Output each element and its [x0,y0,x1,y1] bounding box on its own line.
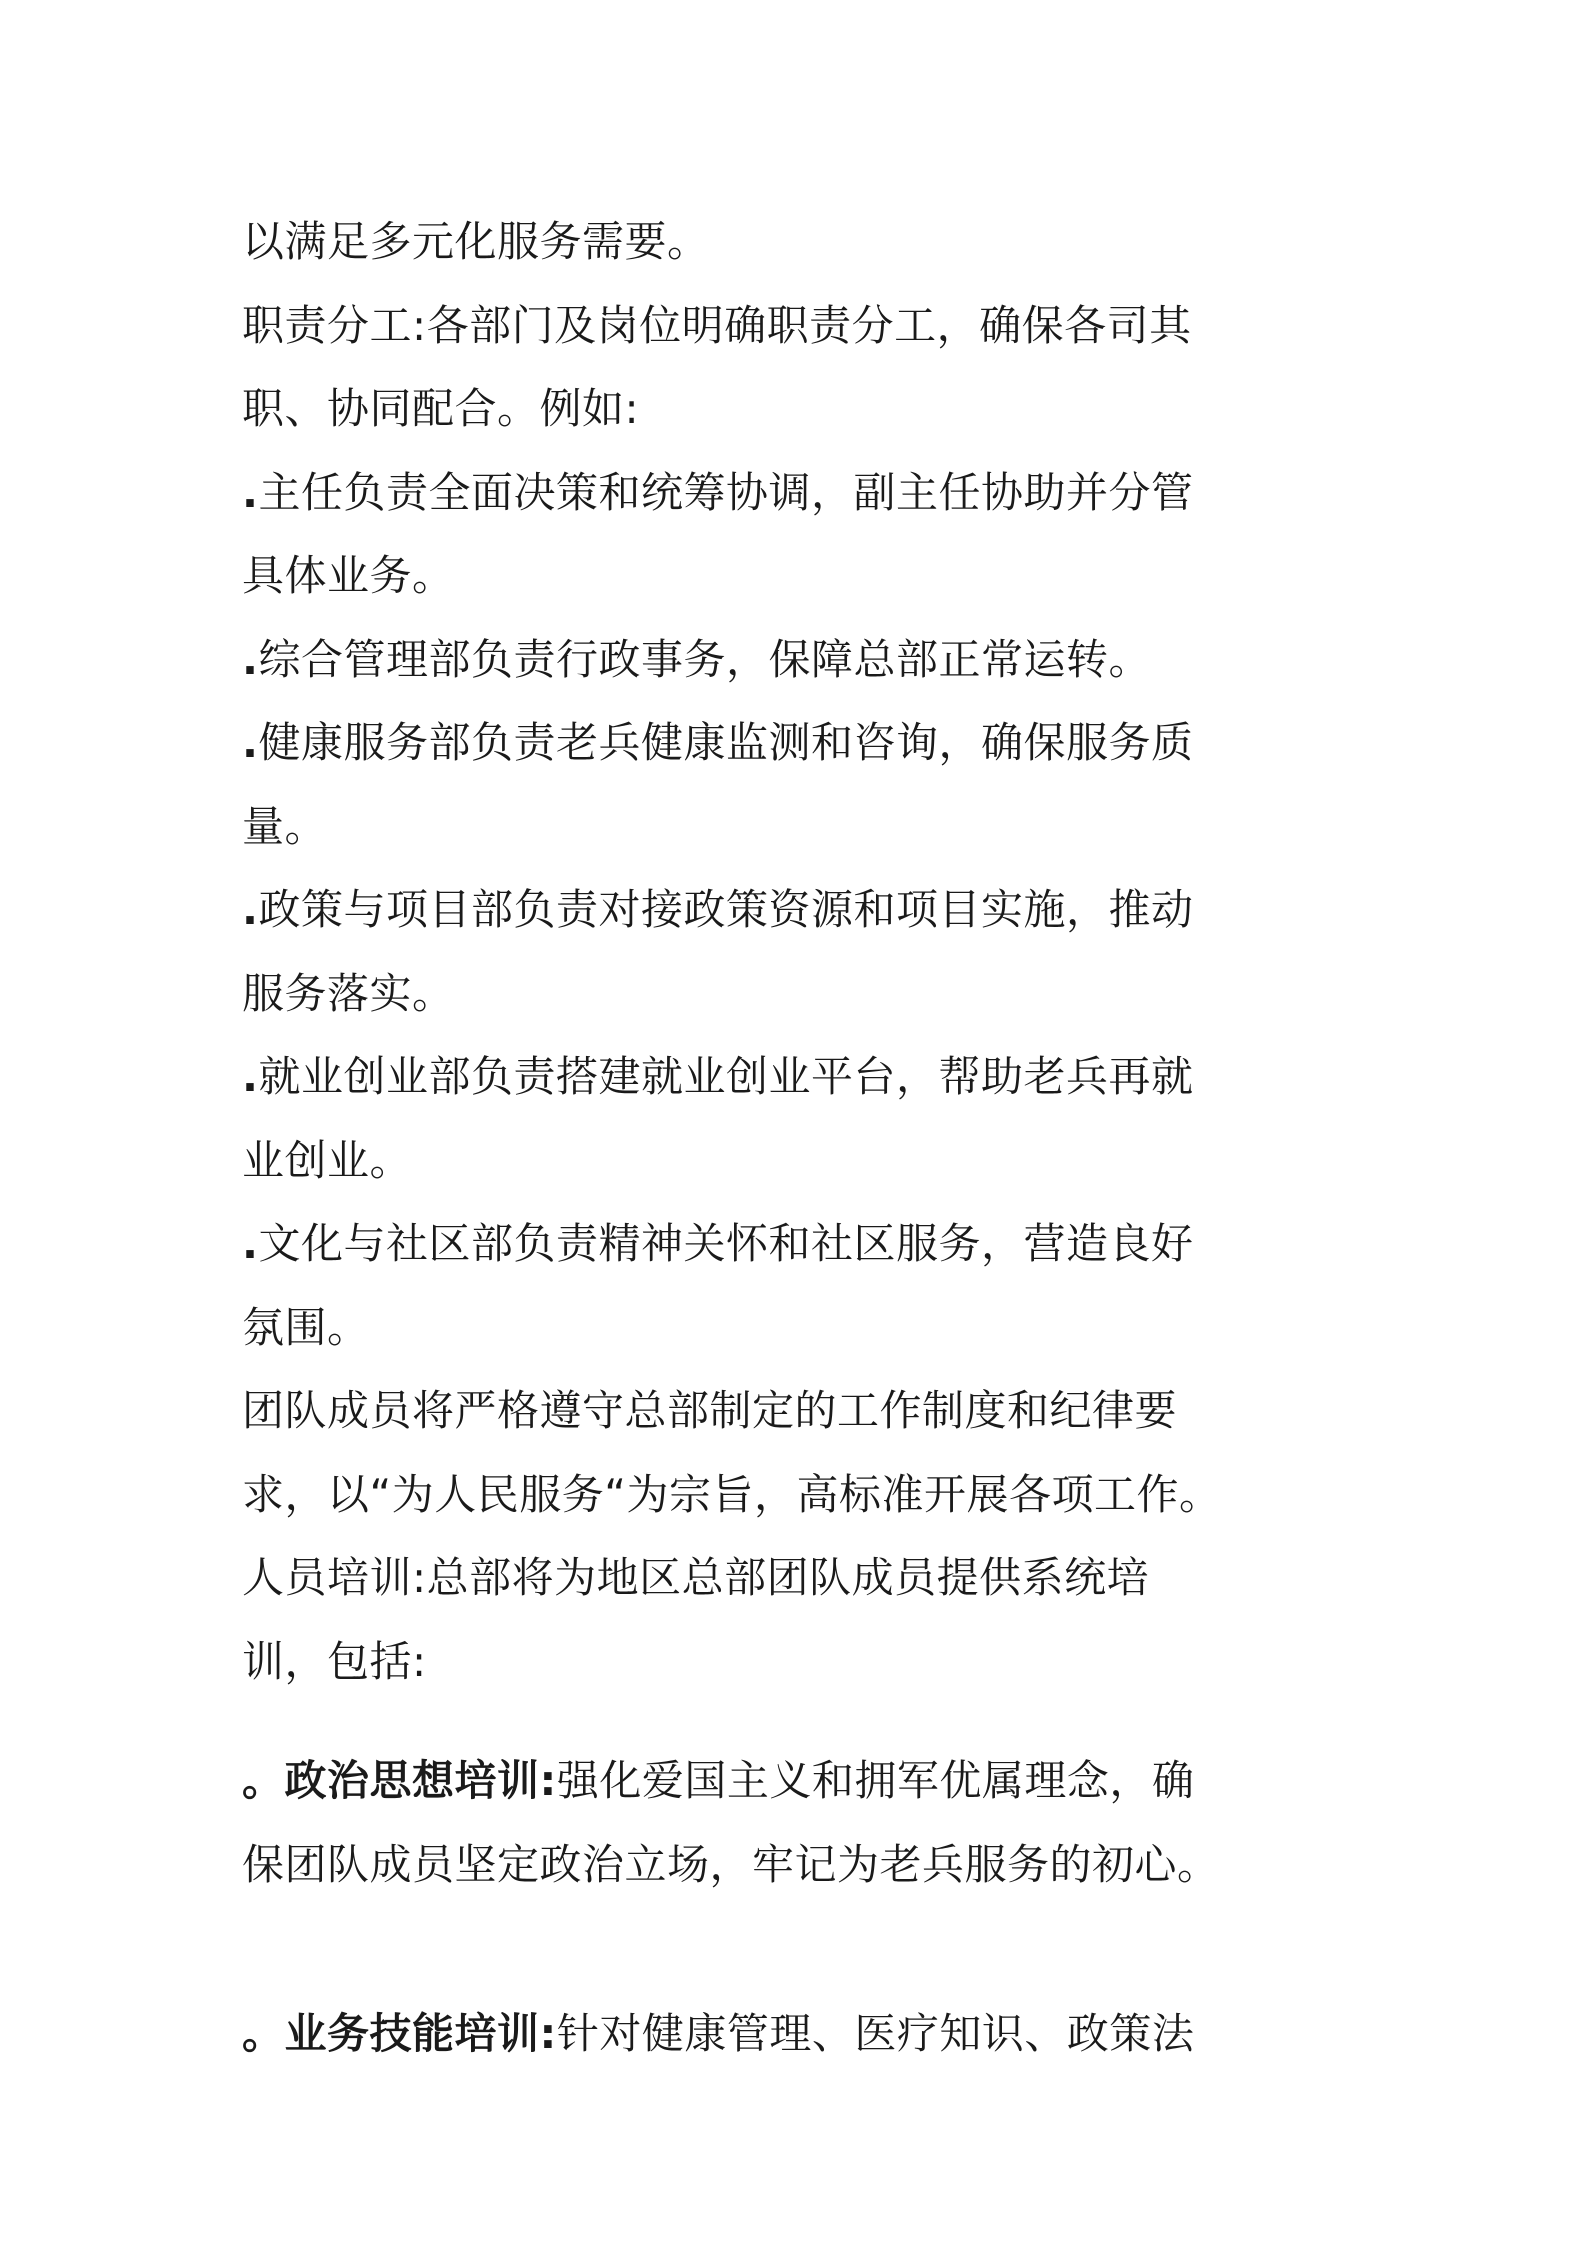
duty-item [242,1202,1192,1286]
bullet-dot: . [242,467,259,517]
body-line [242,534,1192,618]
training-item-political [242,1739,1195,1823]
body-line [242,785,1192,869]
line-text: 团队成员将严格遵守总部制定的工作制度和纪律要 [242,1386,1178,1435]
document-body [242,200,1222,2076]
body-line [242,1536,1192,1620]
line-text: 人员培训:总部将为地区总部团队成员提供系统培 [242,1553,1150,1602]
training-text: 强化爱国主义和拥军优属理念，确 [556,1756,1195,1805]
bullet-dot: . [242,1052,259,1101]
spacer [242,1703,1192,1739]
training-title: 政治思想培训: [284,1756,557,1805]
duty-text: 就业创业部负责搭建就业创业平台，帮助老兵再就 [258,1052,1194,1101]
body-line [242,200,1192,284]
body-line [242,1286,1192,1370]
body-line [242,1453,1222,1537]
line-text: 以满足多元化服务需要。 [242,217,710,266]
body-line [242,1823,1220,1907]
duty-text: 政策与项目部负责对接政策资源和项目实施，推动 [258,885,1194,934]
training-bullet: 。 [242,2009,285,2058]
body-line [242,1620,1192,1704]
line-text: 服务落实。 [242,968,455,1018]
duty-text: 健康服务部负责老兵健康监测和咨询，确保服务质 [258,718,1194,767]
duty-text: 文化与社区部负责精神关怀和社区服务，营造良好 [258,1219,1194,1268]
duty-item [242,868,1192,952]
body-line [242,284,1192,368]
training-continuation: 保团队成员坚定政治立场，牢记为老兵服务的初心。 [242,1839,1220,1889]
spacer [242,1906,1192,1992]
line-text: 职、协同配合。例如: [242,384,640,433]
body-line [242,952,1192,1036]
line-text: 量。 [242,801,328,851]
line-text: 业创业。 [242,1135,413,1185]
training-bullet: 。 [242,1756,285,1805]
duty-text: 综合管理部负责行政事务，保障总部正常运转。 [258,634,1151,684]
training-title: 业务技能培训: [284,2009,557,2058]
body-line [242,1369,1192,1453]
duty-item [242,618,1192,702]
bullet-dot: . [242,634,259,684]
bullet-dot: . [242,718,259,767]
bullet-dot: . [242,1219,259,1268]
line-text: 训，包括: [242,1636,427,1686]
duty-item [242,451,1192,535]
body-line [242,1119,1192,1203]
body-line [242,367,1192,451]
training-item-skills [242,1992,1195,2076]
training-text: 针对健康管理、医疗知识、政策法 [556,2009,1195,2058]
line-text: 求，以“为人民服务“为宗旨，高标准开展各项工作。 [242,1469,1222,1519]
duty-item [242,701,1192,785]
duty-item [242,1035,1192,1119]
line-text: 职责分工:各部门及岗位明确职责分工，确保各司其 [242,300,1192,350]
bullet-dot: . [242,885,259,934]
duty-text: 主任负责全面决策和统筹协调，副主任协助并分管 [258,467,1194,517]
line-text: 氛围。 [242,1302,370,1352]
line-text: 具体业务。 [242,551,455,600]
